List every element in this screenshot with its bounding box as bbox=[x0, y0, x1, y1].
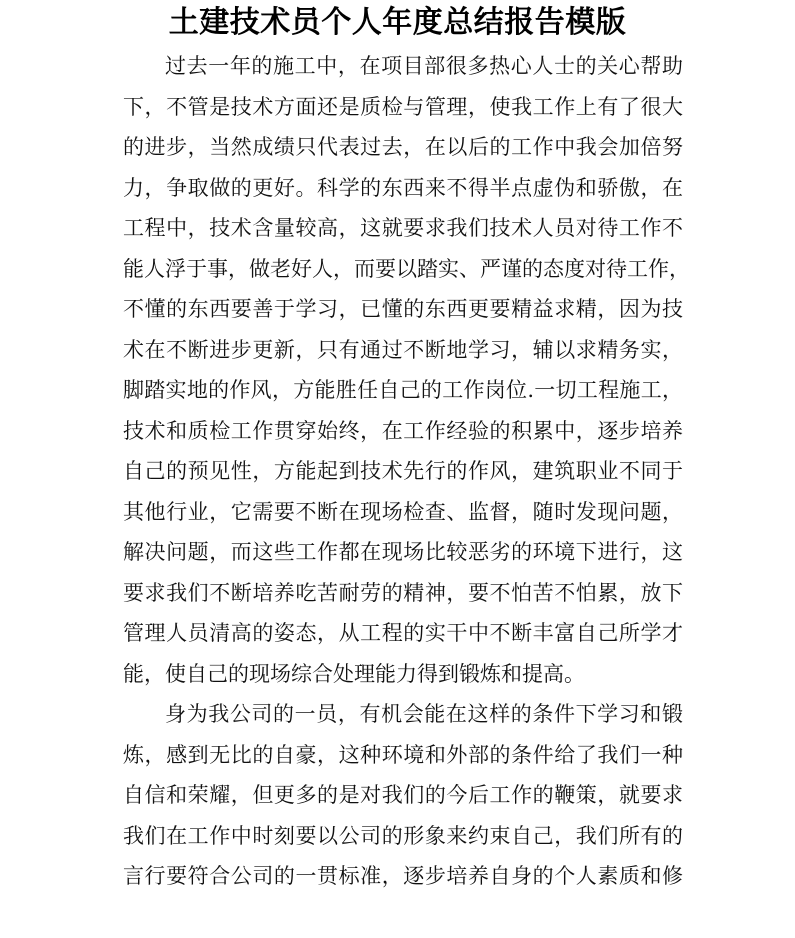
text-line: 工程中，技术含量较高，这就要求我们技术人员对待工作不 bbox=[123, 216, 683, 240]
text-line: 力，争取做的更好。科学的东西来不得半点虚伪和骄傲，在 bbox=[123, 175, 683, 200]
text-line: 身为我公司的一员，有机会能在这样的条件下学习和锻 bbox=[165, 702, 683, 726]
text-line: 解决问题，而这些工作都在现场比较恶劣的环境下进行，这 bbox=[123, 540, 683, 564]
text-line: 的进步，当然成绩只代表过去，在以后的工作中我会加倍努 bbox=[123, 135, 683, 159]
text-line: 过去一年的施工中，在项目部很多热心人士的关心帮助 bbox=[165, 54, 683, 78]
text-line: 自信和荣耀，但更多的是对我们的今后工作的鞭策，就要求 bbox=[123, 783, 683, 807]
document-body bbox=[123, 46, 690, 897]
paragraph-1 bbox=[123, 46, 690, 694]
text-line: 技术和质检工作贯穿始终，在工作经验的积累中，逐步培养 bbox=[123, 418, 683, 443]
text-line: 其他行业，它需要不断在现场检查、监督，随时发现问题， bbox=[123, 499, 683, 524]
text-line: 脚踏实地的作风，方能胜任自己的工作岗位.一切工程施工， bbox=[123, 378, 683, 402]
text-line: 自己的预见性，方能起到技术先行的作风，建筑职业不同于 bbox=[123, 459, 683, 483]
text-line: 能人浮于事，做老好人，而要以踏实、严谨的态度对待工作， bbox=[123, 256, 690, 281]
text-line: 我们在工作中时刻要以公司的形象来约束自己，我们所有的 bbox=[123, 823, 683, 848]
paragraph-2 bbox=[123, 694, 683, 897]
text-line: 要求我们不断培养吃苦耐劳的精神，要不怕苦不怕累，放下 bbox=[123, 580, 683, 605]
text-line: 下，不管是技术方面还是质检与管理，使我工作上有了很大 bbox=[123, 94, 683, 119]
text-line: 言行要符合公司的一贯标准，逐步培养自身的个人素质和修 bbox=[123, 864, 683, 888]
text-line: 术在不断进步更新，只有通过不断地学习，辅以求精务实， bbox=[123, 337, 683, 362]
text-line: 能，使自己的现场综合处理能力得到锻炼和提高。 bbox=[123, 661, 585, 686]
text-line: 不懂的东西要善于学习，已懂的东西更要精益求精，因为技 bbox=[123, 297, 683, 321]
document-title: 土建技术员个人年度总结报告模版 bbox=[168, 5, 627, 40]
text-line: 管理人员清高的姿态，从工程的实干中不断丰富自己所学才 bbox=[123, 621, 683, 645]
text-line: 炼，感到无比的自豪，这种环境和外部的条件给了我们一种 bbox=[123, 742, 683, 767]
